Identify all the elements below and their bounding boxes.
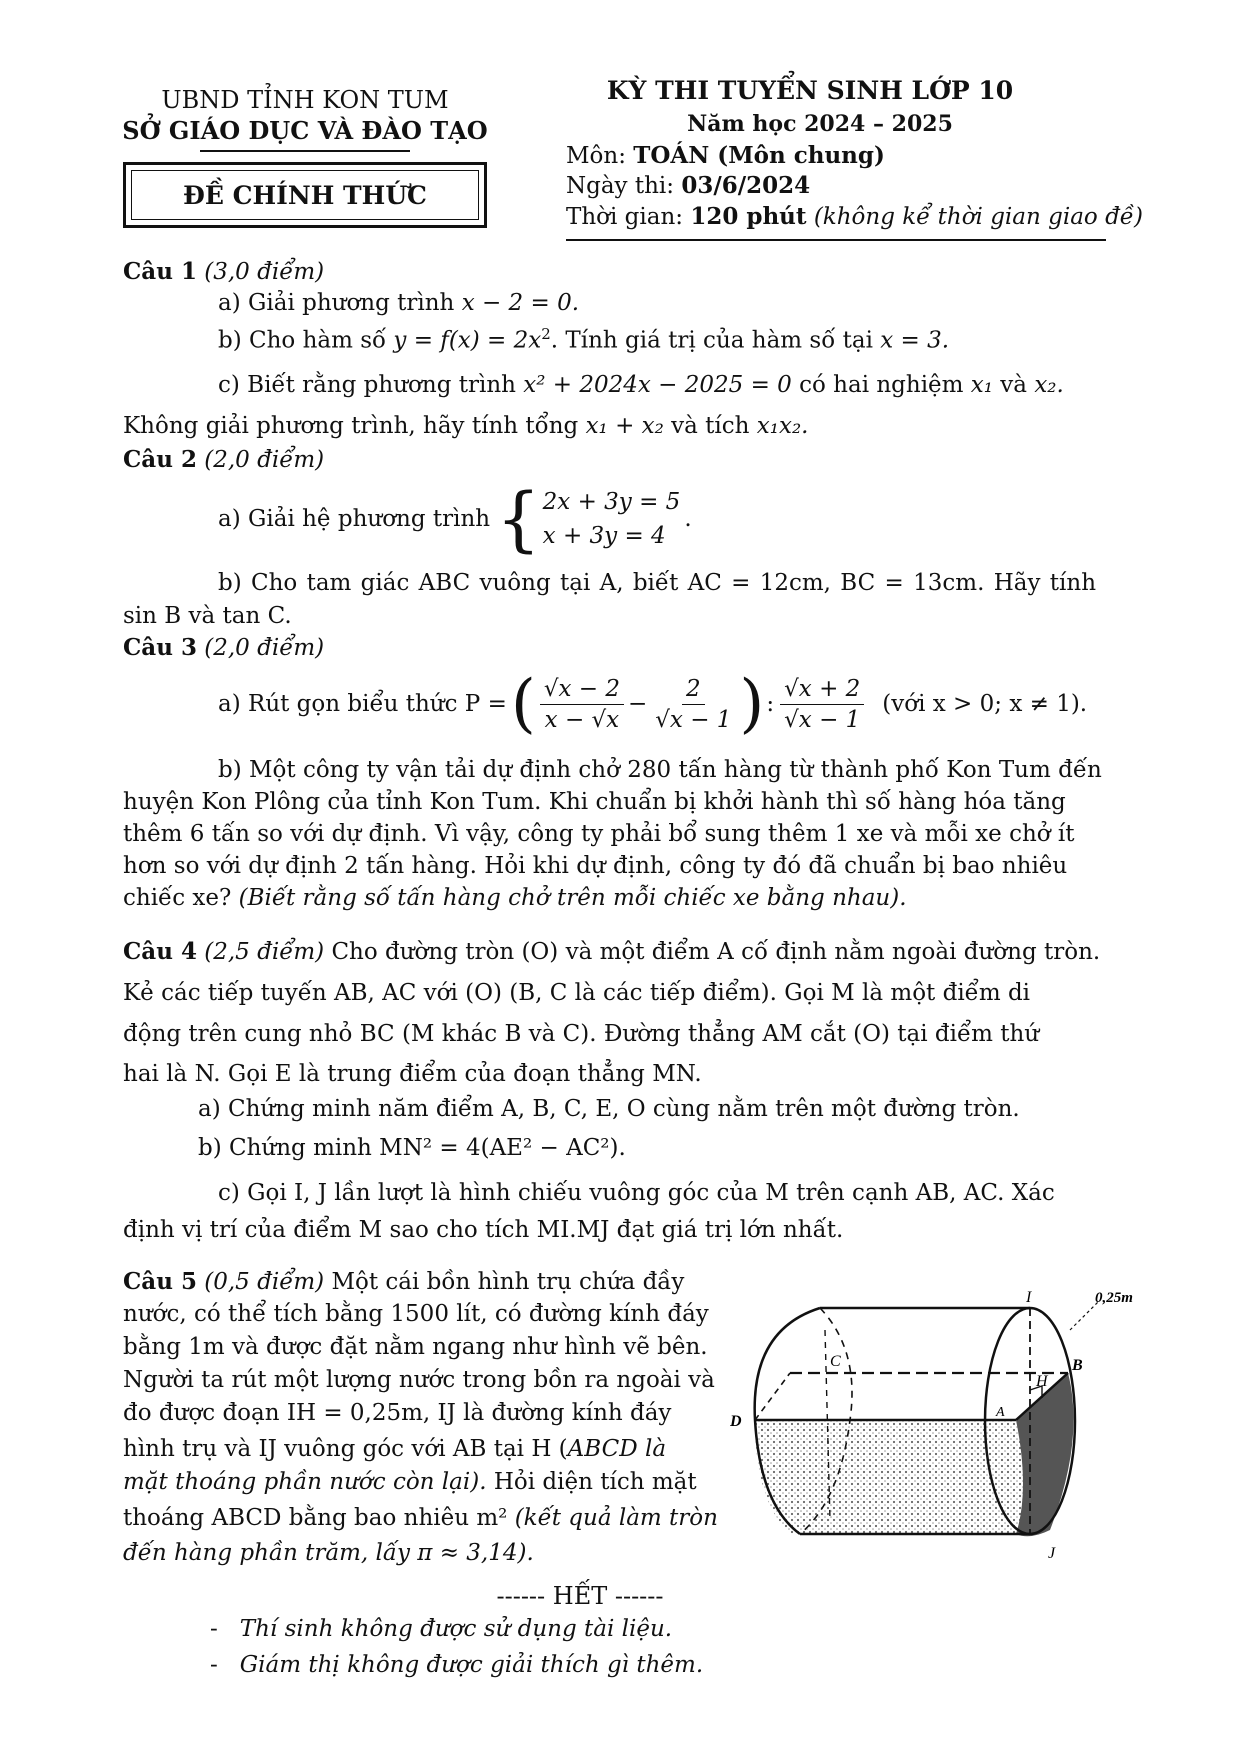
q5-line1: nước, có thể tích bằng 1500 lít, có đường kính đáy: [123, 1301, 709, 1327]
system-brace: {: [496, 478, 541, 560]
time-line: [566, 203, 1143, 230]
q5-line6: [123, 1469, 697, 1495]
q1-b-math: y = f(x) = 2x: [393, 327, 542, 354]
q3-condition: (với x > 0; x ≠ 1).: [882, 691, 1088, 717]
fraction-3: $\frac{√x + 2}{√x - 1}$: [780, 676, 864, 733]
divide-colon: :: [766, 691, 775, 717]
label-I: I: [1026, 1290, 1032, 1306]
q3-b-last: chiếc xe?: [123, 885, 239, 911]
q1-c: [218, 372, 1064, 398]
minus-sign: −: [627, 691, 648, 717]
q1-points: (3,0 điểm): [204, 259, 325, 285]
q2-title: Câu 2: [123, 446, 197, 473]
q1-c2-sum: x₁ + x₂: [585, 413, 664, 439]
label-D: D: [730, 1413, 742, 1430]
q5-title: Câu 5: [123, 1268, 197, 1295]
cylinder-figure: [730, 1290, 1150, 1560]
q5-line5: [123, 1436, 666, 1462]
fraction-1: $\frac{√x - 2}{x - √x}$: [540, 676, 624, 733]
right-paren: ): [739, 667, 765, 741]
date-line: [566, 172, 810, 199]
q5-line2: bằng 1m và được đặt nằm ngang như hình vẽ bên.: [123, 1334, 708, 1360]
q5-line4: đo được đoạn IH = 0,25m, IJ là đường kính đáy: [123, 1400, 672, 1426]
q3-title: Câu 3: [123, 634, 197, 661]
q2-a-text: a) Giải hệ phương trình: [218, 506, 491, 532]
q3-points: (2,0 điểm): [204, 635, 325, 661]
org-line1: UBND TỈNH KON TUM: [161, 86, 449, 114]
label-dim: 0,25m: [1095, 1290, 1133, 1306]
q3-a: [218, 667, 1088, 741]
q1-c2: [123, 413, 808, 439]
q3-a-text: a) Rút gọn biểu thức P =: [218, 691, 507, 717]
footer-note-1-text: Thí sinh không được sử dụng tài liệu.: [239, 1616, 673, 1642]
q4-intro: Cho đường tròn (O) và một điểm A cố định nằm ngoài đường tròn.: [331, 939, 1101, 965]
q5-text-0: Một cái bồn hình trụ chứa đầy: [331, 1269, 685, 1295]
q5-text-8: thoáng ABCD bằng bao nhiêu m²: [123, 1505, 515, 1531]
exam-date: 03/6/2024: [681, 172, 811, 199]
q1-c-mid: có hai nghiệm: [791, 372, 971, 398]
q5-text-5: hình trụ và IJ vuông góc với AB tại H (: [123, 1436, 568, 1462]
q2-points: (2,0 điểm): [204, 447, 325, 473]
q4-line1: Kẻ các tiếp tuyến AB, AC với (O) (B, C là các tiếp điểm). Gọi M là một điểm di: [123, 980, 1031, 1006]
official-frame: [123, 162, 487, 228]
org-underline: [200, 150, 410, 152]
q5-italic-8: (kết quả làm tròn: [514, 1505, 718, 1531]
q1-b-text: b) Cho hàm số: [218, 327, 394, 354]
q3-b-note: (Biết rằng số tấn hàng chở trên mỗi chiếc xe bằng nhau).: [238, 885, 907, 911]
q2-heading: [123, 446, 324, 473]
q4-c2: định vị trí của điểm M sao cho tích MI.MJ đạt giá trị lớn nhất.: [123, 1217, 844, 1243]
q3-b-line4: hơn so với dự định 2 tấn hàng. Hỏi khi dự định, công ty đó đã chuẩn bị bao nhiêu: [123, 853, 1068, 879]
q2-a: a) Giải hệ phương trình { 2x + 3y = 5 x + 3y = 4 .: [218, 478, 692, 560]
q1-a-text: a) Giải phương trình: [218, 290, 462, 316]
q5-points: (0,5 điểm): [204, 1269, 325, 1295]
q1-c-x1: x₁: [970, 372, 993, 398]
official-label: ĐỀ CHÍNH THỨC: [131, 170, 479, 220]
footer-note-1: - Thí sinh không được sử dụng tài liệu.: [210, 1616, 673, 1642]
q4-b: b) Chứng minh MN² = 4(AE² − AC²).: [198, 1135, 626, 1161]
q1-a-math: x − 2 = 0.: [461, 290, 580, 316]
time-prefix: Thời gian:: [566, 204, 691, 230]
label-J: J: [1048, 1545, 1056, 1560]
water-end: [1016, 1373, 1074, 1536]
equation-system: [543, 485, 681, 553]
time-note: (không kể thời gian giao đề): [813, 204, 1143, 230]
school-year: Năm học 2024 – 2025: [687, 111, 953, 137]
q2-eq1: 2x + 3y = 5: [542, 489, 681, 515]
q1-a: [218, 290, 579, 316]
q1-c2-mid: và tích: [663, 413, 757, 439]
subject-line: [566, 142, 885, 169]
q3-heading: [123, 634, 324, 661]
q1-c-and: và: [993, 372, 1035, 398]
q5-line8: [123, 1540, 534, 1566]
dim-arrow: [1070, 1302, 1098, 1330]
q1-c-text: c) Biết rằng phương trình: [218, 372, 524, 398]
label-C: C: [830, 1353, 841, 1370]
q1-c2-prod: x₁x₂.: [756, 413, 809, 439]
exam-title: KỲ THI TUYỂN SINH LỚP 10: [606, 76, 1014, 105]
q2-eq2: x + 3y = 4: [542, 523, 666, 549]
left-paren: (: [510, 667, 536, 741]
water-body: [755, 1420, 1030, 1534]
q4-c1: c) Gọi I, J lần lượt là hình chiếu vuông góc của M trên cạnh AB, AC. Xác: [218, 1180, 1055, 1206]
q4-a: a) Chứng minh năm điểm A, B, C, E, O cùng nằm trên một đường tròn.: [198, 1096, 1020, 1122]
q3-b-line2: huyện Kon Plông của tỉnh Kon Tum. Khi chuẩn bị khởi hành thì số hàng hóa tăng: [123, 789, 1066, 815]
q2-b2: sin B và tan C.: [123, 603, 292, 629]
label-A: A: [996, 1405, 1005, 1420]
q1-heading: [123, 258, 324, 285]
label-H: H: [1036, 1373, 1048, 1390]
q5-line7: [123, 1505, 718, 1531]
q4-points: (2,5 điểm): [204, 939, 325, 965]
subject: TOÁN (Môn chung): [633, 142, 885, 169]
footer-note-2-text: Giám thị không được giải thích gì thêm.: [239, 1652, 704, 1678]
label-B: B: [1072, 1357, 1083, 1374]
q5-line0: [123, 1268, 684, 1295]
q4-line0: [123, 938, 1100, 965]
fraction-2: $\frac{2}{√x - 1}$: [655, 675, 732, 733]
q5-italic-6: ABCD là: [567, 1436, 667, 1462]
q5-italic-9: đến hàng phần trăm, lấy π ≈ 3,14).: [123, 1540, 534, 1566]
q4-line3: hai là N. Gọi E là trung điểm của đoạn thẳng MN.: [123, 1061, 702, 1087]
header-rule: [566, 239, 1106, 241]
q5-line3: Người ta rút một lượng nước trong bồn ra ngoài và: [123, 1367, 715, 1393]
footer-note-2: - Giám thị không được giải thích gì thêm.: [210, 1652, 704, 1678]
q4-line2: động trên cung nhỏ BC (M khác B và C). Đường thẳng AM cắt (O) tại điểm thứ: [123, 1021, 1040, 1047]
q1-b-math2: x = 3.: [880, 327, 950, 354]
q3-b-line5: [123, 885, 907, 911]
subject-prefix: Môn:: [566, 143, 634, 169]
q3-b-line1: b) Một công ty vận tải dự định chở 280 tấn hàng từ thành phố Kon Tum đến: [218, 757, 1102, 783]
q1-c-x2: x₂.: [1034, 372, 1064, 398]
q1-b: b) Cho hàm số $y = f(x) = 2x^2$. Tính giá trị của hàm số tại x = 3.: [218, 325, 950, 354]
q1-title: Câu 1: [123, 258, 197, 285]
q1-c2-text: Không giải phương trình, hãy tính tổng: [123, 413, 586, 439]
org-line2: SỞ GIÁO DỤC VÀ ĐÀO TẠO: [122, 116, 488, 145]
q5-tail-7: Hỏi diện tích mặt: [486, 1469, 697, 1495]
q2-b: b) Cho tam giác ABC vuông tại A, biết AC = 12cm, BC = 13cm. Hãy tính: [218, 570, 1097, 596]
date-prefix: Ngày thi:: [566, 173, 682, 199]
edge-DC: [755, 1373, 790, 1420]
q1-c-math: x² + 2024x − 2025 = 0: [523, 372, 792, 398]
exam-time: 120 phút: [690, 203, 807, 230]
q4-title: Câu 4: [123, 938, 197, 965]
q5-italic-7: mặt thoáng phần nước còn lại).: [123, 1469, 487, 1495]
q1-b-tail: . Tính giá trị của hàm số tại: [550, 327, 881, 354]
end-marker: ------ HẾT ------: [496, 1582, 664, 1610]
q3-b-line3: thêm 6 tấn so với dự định. Vì vậy, công ty phải bổ sung thêm 1 xe và mỗi xe chở ít: [123, 821, 1075, 847]
